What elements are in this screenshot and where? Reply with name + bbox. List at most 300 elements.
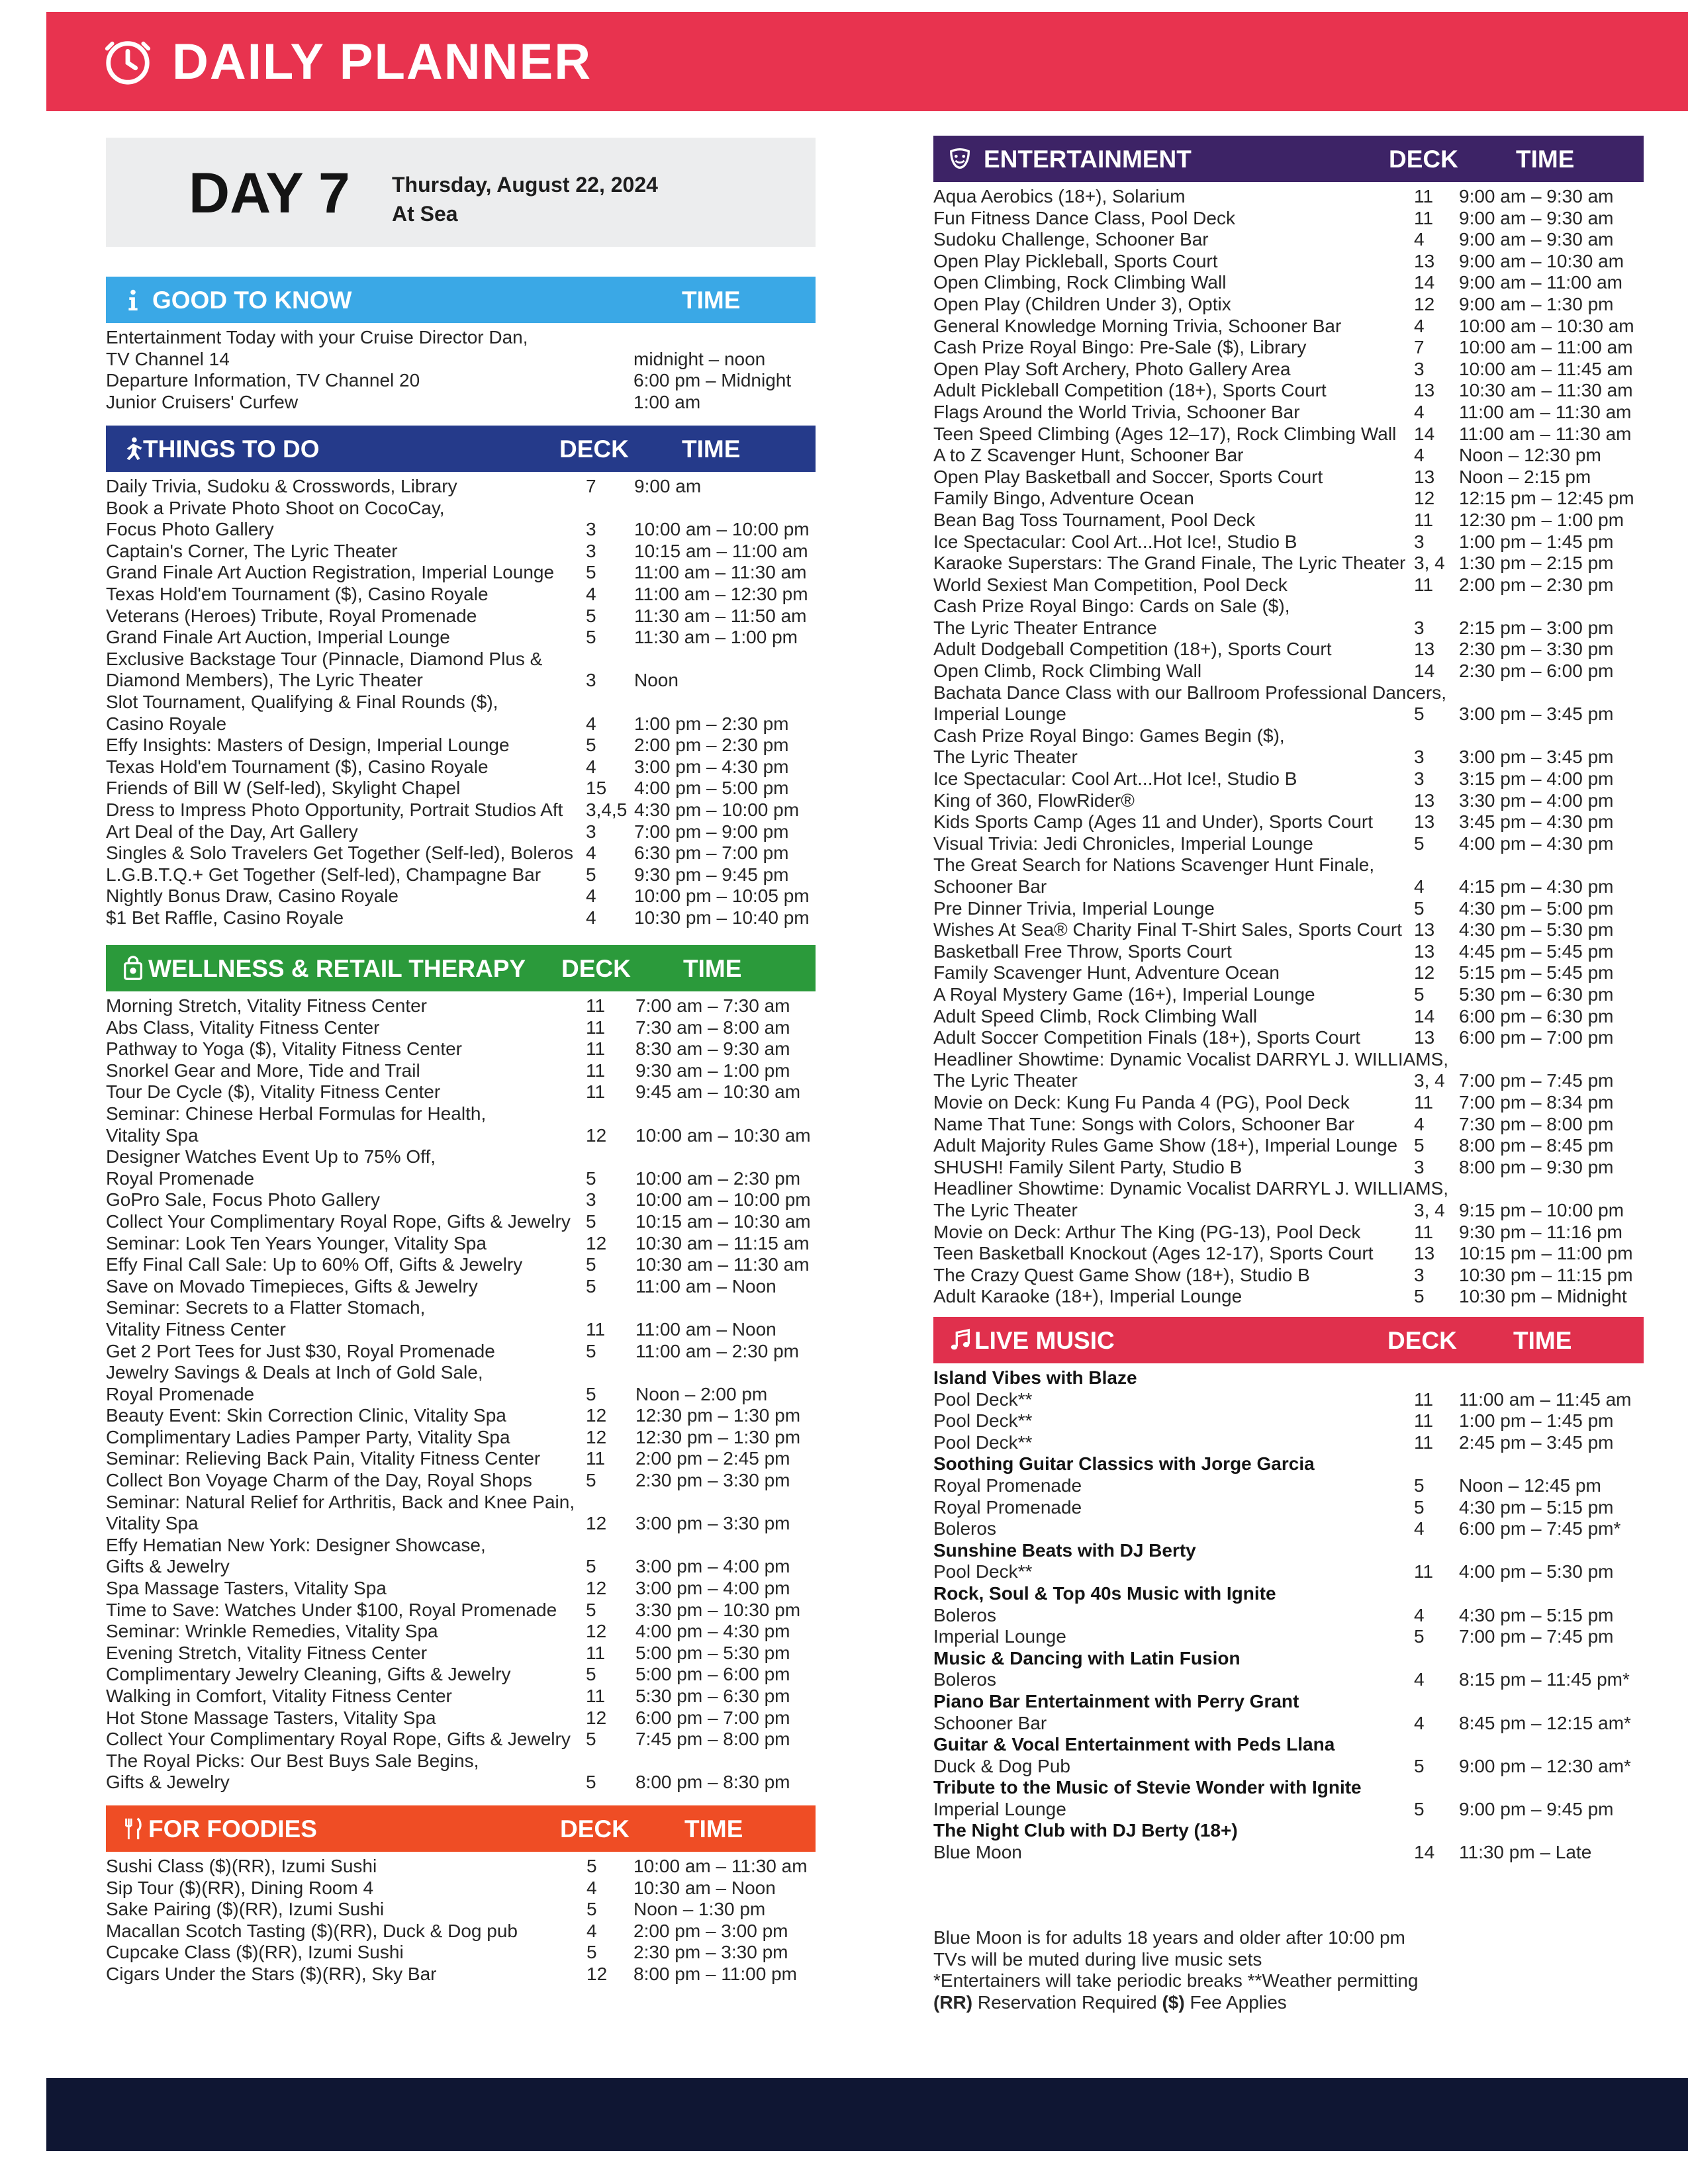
- event-time: 8:15 pm – 11:45 pm*: [1459, 1669, 1630, 1690]
- event-time: Noon – 12:45 pm: [1459, 1475, 1601, 1496]
- schedule-row: [106, 1362, 816, 1384]
- event-name: Seminar: Relieving Back Pain, Vitality Fitness Center: [106, 1448, 541, 1469]
- event-deck: 11: [586, 1318, 606, 1340]
- music-note-icon: [948, 1328, 973, 1353]
- event-deck: 5: [1414, 1798, 1425, 1819]
- event-name: Jewelry Savings & Deals at Inch of Gold Sale,: [106, 1362, 483, 1383]
- wellness-list: [106, 995, 816, 1794]
- event-deck: 11: [1414, 509, 1434, 530]
- schedule-row: [933, 1410, 1644, 1432]
- event-time: 1:00 pm – 1:45 pm: [1459, 531, 1614, 552]
- event-deck: 5: [586, 627, 596, 648]
- fork-knife-icon: [120, 1816, 146, 1841]
- event-time: 3:45 pm – 4:30 pm: [1459, 811, 1614, 833]
- event-name: Save on Movado Timepieces, Gifts & Jewelry: [106, 1275, 478, 1297]
- schedule-row: [106, 327, 816, 349]
- schedule-row: [106, 1189, 816, 1211]
- event-name: Casino Royale: [106, 713, 227, 734]
- schedule-row: [933, 553, 1644, 574]
- schedule-row: [106, 1707, 816, 1729]
- schedule-row: [933, 984, 1644, 1006]
- schedule-row: [933, 1669, 1644, 1691]
- foodies-section: [106, 1805, 816, 1985]
- event-deck: 3: [1414, 1156, 1425, 1177]
- event-name: Pre Dinner Trivia, Imperial Lounge: [933, 897, 1215, 919]
- schedule-row: [933, 1842, 1644, 1864]
- schedule-row: [933, 1626, 1644, 1648]
- event-time: 8:30 am – 9:30 am: [635, 1038, 790, 1060]
- event-deck: 4: [1414, 876, 1425, 897]
- schedule-row: [933, 1561, 1644, 1583]
- event-name: Art Deal of the Day, Art Gallery: [106, 821, 358, 842]
- schedule-row: [933, 1713, 1644, 1735]
- note-breaks: *Entertainers will take periodic breaks **Weather permitting: [933, 1970, 1419, 1991]
- time-column-header: TIME: [682, 435, 741, 463]
- event-name: The Lyric Theater Entrance: [933, 617, 1157, 638]
- event-name: Seminar: Wrinkle Remedies, Vitality Spa: [106, 1621, 438, 1642]
- event-deck: 5: [586, 1470, 596, 1491]
- event-name: Grand Finale Art Auction, Imperial Lounge: [106, 627, 450, 648]
- event-deck: 13: [1414, 811, 1435, 833]
- event-time: 10:15 am – 10:30 am: [635, 1210, 811, 1232]
- event-name: Exclusive Backstage Tour (Pinnacle, Diamond Plus &: [106, 648, 543, 669]
- event-deck: 3, 4: [1414, 1199, 1445, 1220]
- event-time: 9:30 am – 1:00 pm: [635, 1060, 790, 1081]
- event-time: 4:00 pm – 5:00 pm: [634, 778, 789, 799]
- event-deck: 14: [1414, 1005, 1435, 1026]
- event-deck: 3: [1414, 531, 1425, 552]
- schedule-row: [933, 467, 1644, 488]
- event-deck: 5: [1414, 1135, 1425, 1156]
- event-name: TV Channel 14: [106, 348, 230, 369]
- event-time: 9:00 pm – 12:30 am*: [1459, 1755, 1631, 1776]
- schedule-row: [106, 1060, 816, 1082]
- event-time: 3:30 pm – 10:30 pm: [635, 1599, 801, 1620]
- event-name: Music & Dancing with Latin Fusion: [933, 1647, 1241, 1668]
- event-time: Noon – 2:00 pm: [635, 1383, 768, 1404]
- event-time: 8:45 pm – 12:15 am*: [1459, 1712, 1631, 1733]
- header-banner: [46, 12, 1688, 111]
- event-deck: 12: [586, 1707, 607, 1728]
- event-name: Imperial Lounge: [933, 1626, 1066, 1647]
- event-name: Cigars Under the Stars ($)(RR), Sky Bar: [106, 1963, 437, 1984]
- event-deck: 12: [1414, 488, 1435, 509]
- event-time: 5:15 pm – 5:45 pm: [1459, 962, 1614, 983]
- section-title: LIVE MUSIC: [974, 1327, 1115, 1354]
- event-name: Soothing Guitar Classics with Jorge Garcia: [933, 1453, 1315, 1475]
- event-time: 9:15 pm – 10:00 pm: [1459, 1199, 1624, 1220]
- event-time: 9:30 pm – 11:16 pm: [1459, 1221, 1622, 1242]
- event-name: Sushi Class ($)(RR), Izumi Sushi: [106, 1856, 377, 1876]
- schedule-row: [933, 1006, 1644, 1028]
- event-name: Designer Watches Event Up to 75% Off,: [106, 1146, 436, 1167]
- event-deck: 11: [1414, 1561, 1434, 1582]
- schedule-row: [106, 519, 816, 541]
- schedule-row: [933, 1286, 1644, 1308]
- schedule-row: [106, 778, 816, 799]
- note-legend: (RR) Reservation Required ($) Fee Applies: [933, 1991, 1287, 2013]
- event-deck: 5: [586, 562, 596, 583]
- event-deck: 4: [586, 842, 596, 864]
- event-time: 3:00 pm – 3:30 pm: [635, 1513, 790, 1534]
- schedule-row: [106, 1921, 816, 1942]
- schedule-row: [933, 1070, 1644, 1092]
- event-time: 4:30 pm – 5:00 pm: [1459, 897, 1614, 919]
- deck-column-header: DECK: [1389, 146, 1458, 173]
- event-name: Adult Soccer Competition Finals (18+), Sports Court: [933, 1027, 1361, 1048]
- event-name: Ice Spectacular: Cool Art...Hot Ice!, Studio B: [933, 768, 1297, 790]
- event-name: Open Play Basketball and Soccer, Sports Court: [933, 466, 1323, 487]
- footnotes: [933, 1927, 1450, 2013]
- schedule-row: [933, 768, 1644, 790]
- schedule-row: [933, 272, 1644, 294]
- event-deck: 4: [1414, 1518, 1425, 1539]
- event-deck: 13: [1414, 1027, 1435, 1048]
- event-time: 3:00 pm – 3:45 pm: [1459, 747, 1614, 768]
- event-deck: 11: [586, 1448, 606, 1469]
- event-deck: 12: [586, 1232, 607, 1253]
- event-time: 10:30 am – 11:15 am: [635, 1232, 810, 1253]
- schedule-row: [106, 1556, 816, 1578]
- event-deck: 14: [1414, 660, 1435, 682]
- schedule-row: [106, 349, 816, 371]
- event-name: Diamond Members), The Lyric Theater: [106, 670, 423, 691]
- event-time: 4:00 pm – 5:30 pm: [1459, 1561, 1614, 1582]
- event-time: 9:00 am – 1:30 pm: [1459, 293, 1614, 314]
- event-name: Time to Save: Watches Under $100, Royal Promenade: [106, 1599, 557, 1620]
- section-title: FOR FOODIES: [148, 1815, 317, 1843]
- day-date: Thursday, August 22, 2024: [392, 173, 658, 197]
- event-name: General Knowledge Morning Trivia, Schooner Bar: [933, 315, 1342, 336]
- event-time: 11:00 am – Noon: [635, 1318, 776, 1340]
- event-time: 10:30 am – 11:30 am: [1459, 380, 1633, 401]
- schedule-row: [106, 1017, 816, 1039]
- performer-heading: [933, 1540, 1644, 1562]
- event-deck: 11: [586, 995, 606, 1016]
- event-name: Boleros: [933, 1604, 996, 1625]
- foodies-header: [106, 1805, 816, 1852]
- schedule-row: [106, 1729, 816, 1751]
- person-icon: [120, 436, 146, 461]
- event-name: Complimentary Jewelry Cleaning, Gifts & Jewelry: [106, 1664, 511, 1685]
- event-deck: 5: [586, 1340, 596, 1361]
- schedule-row: [933, 488, 1644, 510]
- schedule-row: [106, 1405, 816, 1427]
- event-time: 8:00 pm – 11:00 pm: [633, 1963, 797, 1984]
- event-name: The Great Search for Nations Scavenger Hunt Finale,: [933, 854, 1375, 876]
- time-column-header: TIME: [684, 1815, 743, 1843]
- event-deck: 12: [586, 1426, 607, 1447]
- event-time: 5:30 pm – 6:30 pm: [1459, 983, 1614, 1005]
- schedule-row: [106, 1427, 816, 1449]
- event-deck: 4: [586, 756, 596, 777]
- schedule-row: [106, 476, 816, 498]
- live-music-list: [933, 1367, 1644, 1864]
- event-time: 5:00 pm – 5:30 pm: [635, 1642, 790, 1663]
- schedule-row: [933, 574, 1644, 596]
- event-name: Wishes At Sea® Charity Final T-Shirt Sales, Sports Court: [933, 919, 1402, 940]
- schedule-row: [106, 670, 816, 692]
- schedule-row: [933, 1389, 1644, 1411]
- event-deck: 13: [1414, 639, 1435, 660]
- event-time: 10:00 am – 11:00 am: [1459, 337, 1633, 358]
- event-deck: 4: [1414, 1712, 1425, 1733]
- page-title: DAILY PLANNER: [172, 34, 592, 90]
- event-name: Sunshine Beats with DJ Berty: [933, 1539, 1196, 1561]
- schedule-row: [106, 1448, 816, 1470]
- event-name: Family Bingo, Adventure Ocean: [933, 488, 1194, 509]
- event-deck: 5: [586, 1275, 596, 1297]
- schedule-row: [933, 294, 1644, 316]
- schedule-row: [106, 713, 816, 735]
- schedule-row: [106, 1899, 816, 1921]
- event-deck: 5: [586, 735, 596, 756]
- event-time: 9:00 am – 9:30 am: [1459, 229, 1614, 250]
- schedule-row: [106, 1664, 816, 1686]
- event-name: Kids Sports Camp (Ages 11 and Under), Sports Court: [933, 811, 1374, 833]
- event-time: 11:00 am – 11:30 am: [1459, 401, 1632, 422]
- schedule-row: [106, 392, 816, 414]
- event-name: Seminar: Secrets to a Flatter Stomach,: [106, 1297, 426, 1318]
- event-deck: 4: [1414, 1604, 1425, 1625]
- event-time: 10:00 am – 11:30 am: [633, 1856, 808, 1876]
- event-deck: 5: [586, 1383, 596, 1404]
- event-name: Gifts & Jewelry: [106, 1556, 230, 1577]
- footer-bar: [46, 2078, 1688, 2151]
- event-name: The Crazy Quest Game Show (18+), Studio B: [933, 1264, 1310, 1285]
- event-time: 7:45 pm – 8:00 pm: [635, 1729, 790, 1750]
- event-name: Adult Pickleball Competition (18+), Sports Court: [933, 380, 1327, 401]
- event-name: Sip Tour ($)(RR), Dining Room 4: [106, 1877, 374, 1898]
- schedule-row: [933, 941, 1644, 963]
- event-time: 12:30 pm – 1:30 pm: [635, 1426, 801, 1447]
- schedule-row: [106, 799, 816, 821]
- event-deck: 5: [586, 1856, 597, 1876]
- event-name: Pool Deck**: [933, 1410, 1033, 1432]
- schedule-row: [933, 660, 1644, 682]
- deck-column-header: DECK: [1387, 1327, 1457, 1354]
- event-time: 7:00 pm – 8:34 pm: [1459, 1091, 1614, 1113]
- event-deck: 5: [586, 864, 596, 885]
- event-deck: 3: [586, 670, 596, 691]
- schedule-row: [106, 498, 816, 520]
- schedule-row: [106, 1942, 816, 1964]
- event-time: 9:00 am – 9:30 am: [1459, 186, 1614, 206]
- schedule-row: [933, 1518, 1644, 1540]
- schedule-row: [933, 1756, 1644, 1778]
- event-time: 9:30 pm – 9:45 pm: [634, 864, 789, 885]
- schedule-row: [933, 833, 1644, 855]
- event-name: Royal Promenade: [106, 1167, 255, 1189]
- event-time: 4:30 pm – 10:00 pm: [634, 799, 800, 820]
- event-name: Beauty Event: Skin Correction Clinic, Vitality Spa: [106, 1405, 506, 1426]
- event-name: The Lyric Theater: [933, 747, 1078, 768]
- event-time: 11:00 am – 11:45 am: [1459, 1388, 1632, 1410]
- event-time: 10:30 am – Noon: [633, 1877, 776, 1898]
- schedule-row: [933, 1497, 1644, 1519]
- event-name: Piano Bar Entertainment with Perry Grant: [933, 1690, 1299, 1711]
- event-deck: 11: [586, 1081, 606, 1103]
- schedule-row: [106, 1513, 816, 1535]
- schedule-row: [933, 1200, 1644, 1222]
- event-deck: 11: [1414, 1221, 1434, 1242]
- event-time: 7:30 pm – 8:00 pm: [1459, 1113, 1614, 1134]
- event-deck: 4: [1414, 315, 1425, 336]
- schedule-row: [106, 907, 816, 929]
- clock-icon: [102, 36, 154, 87]
- event-time: 9:45 am – 10:30 am: [635, 1081, 801, 1103]
- event-name: The Night Club with DJ Berty (18+): [933, 1820, 1238, 1841]
- schedule-row: [933, 1049, 1644, 1071]
- event-time: Noon – 2:15 pm: [1459, 466, 1591, 487]
- event-name: Snorkel Gear and More, Tide and Trail: [106, 1060, 420, 1081]
- schedule-row: [933, 531, 1644, 553]
- event-name: Adult Karaoke (18+), Imperial Lounge: [933, 1286, 1243, 1307]
- event-time: 11:00 am – 11:30 am: [634, 562, 807, 583]
- schedule-row: [933, 337, 1644, 359]
- schedule-row: [933, 1092, 1644, 1114]
- event-time: 10:00 am – 10:00 pm: [634, 519, 810, 540]
- event-name: Vitality Spa: [106, 1124, 199, 1146]
- event-name: The Lyric Theater: [933, 1199, 1078, 1220]
- event-name: Basketball Free Throw, Sports Court: [933, 940, 1232, 962]
- schedule-row: [933, 424, 1644, 445]
- event-deck: 5: [1414, 897, 1425, 919]
- event-name: Island Vibes with Blaze: [933, 1367, 1137, 1388]
- event-time: 4:00 pm – 4:30 pm: [1459, 833, 1614, 854]
- event-name: Royal Promenade: [106, 1383, 255, 1404]
- event-name: Tour De Cycle ($), Vitality Fitness Center: [106, 1081, 441, 1103]
- schedule-row: [933, 854, 1644, 876]
- event-time: 3:15 pm – 4:00 pm: [1459, 768, 1614, 790]
- event-name: Book a Private Photo Shoot on CocoCay,: [106, 497, 445, 518]
- schedule-row: [933, 704, 1644, 725]
- event-name: Macallan Scotch Tasting ($)(RR), Duck & Dog pub: [106, 1920, 518, 1941]
- schedule-row: [933, 919, 1644, 941]
- event-name: Pool Deck**: [933, 1388, 1033, 1410]
- event-time: 1:00 pm – 1:45 pm: [1459, 1410, 1614, 1432]
- event-name: Open Climbing, Rock Climbing Wall: [933, 272, 1227, 293]
- schedule-row: [933, 596, 1644, 617]
- schedule-row: [106, 1621, 816, 1643]
- event-deck: 11: [586, 1642, 606, 1663]
- event-time: 5:00 pm – 6:00 pm: [635, 1664, 790, 1685]
- performer-heading: [933, 1583, 1644, 1605]
- event-deck: 12: [586, 1405, 607, 1426]
- theater-masks-icon: [948, 146, 973, 171]
- event-name: Evening Stretch, Vitality Fitness Center: [106, 1642, 428, 1663]
- event-name: Rock, Soul & Top 40s Music with Ignite: [933, 1582, 1276, 1604]
- event-deck: 13: [1414, 919, 1435, 940]
- section-title: THINGS TO DO: [143, 435, 320, 463]
- event-deck: 11: [1414, 1388, 1434, 1410]
- section-title: ENTERTAINMENT: [984, 146, 1192, 173]
- event-name: Adult Majority Rules Game Show (18+), Imperial Lounge: [933, 1135, 1398, 1156]
- deck-column-header: DECK: [559, 435, 629, 463]
- event-time: 12:15 pm – 12:45 pm: [1459, 488, 1634, 509]
- event-deck: 3: [1414, 1264, 1425, 1285]
- schedule-row: [106, 1578, 816, 1600]
- event-name: Name That Tune: Songs with Colors, Schooner Bar: [933, 1113, 1355, 1134]
- schedule-row: [933, 617, 1644, 639]
- event-deck: 5: [1414, 1755, 1425, 1776]
- schedule-row: [933, 725, 1644, 747]
- schedule-row: [933, 811, 1644, 833]
- event-time: 7:00 pm – 9:00 pm: [634, 821, 789, 842]
- schedule-row: [106, 735, 816, 756]
- event-deck: 3: [1414, 747, 1425, 768]
- event-name: Movie on Deck: Kung Fu Panda 4 (PG), Pool Deck: [933, 1091, 1350, 1113]
- performer-heading: [933, 1691, 1644, 1713]
- event-time: 11:30 am – 1:00 pm: [634, 627, 798, 648]
- event-name: Vitality Fitness Center: [106, 1318, 286, 1340]
- schedule-row: [933, 1178, 1644, 1200]
- event-time: 10:15 pm – 11:00 pm: [1459, 1243, 1633, 1264]
- event-name: SHUSH! Family Silent Party, Studio B: [933, 1156, 1243, 1177]
- event-deck: 14: [1414, 1842, 1435, 1863]
- schedule-row: [933, 186, 1644, 208]
- event-name: Texas Hold'em Tournament ($), Casino Royale: [106, 583, 489, 604]
- schedule-row: [106, 756, 816, 778]
- event-time: 2:00 pm – 2:30 pm: [634, 735, 789, 756]
- entertainment-header: [933, 136, 1644, 182]
- event-name: The Lyric Theater: [933, 1070, 1078, 1091]
- event-time: 9:00 am – 11:00 am: [1459, 272, 1622, 293]
- event-name: Effy Insights: Masters of Design, Imperial Lounge: [106, 735, 510, 756]
- schedule-row: [106, 1146, 816, 1168]
- event-deck: 4: [1414, 401, 1425, 422]
- event-name: Captain's Corner, The Lyric Theater: [106, 540, 398, 561]
- event-deck: 5: [586, 1556, 596, 1577]
- day-label: DAY 7: [189, 161, 350, 225]
- event-name: Nightly Bonus Draw, Casino Royale: [106, 886, 399, 907]
- event-time: 4:15 pm – 4:30 pm: [1459, 876, 1614, 897]
- event-time: 9:00 am – 10:30 am: [1459, 250, 1624, 271]
- event-time: 11:00 am – 11:30 am: [1459, 423, 1632, 444]
- event-time: 12:30 pm – 1:00 pm: [1459, 509, 1624, 530]
- schedule-row: [106, 1341, 816, 1363]
- schedule-row: [106, 584, 816, 606]
- event-time: 9:00 am – 9:30 am: [1459, 207, 1614, 228]
- event-time: 2:00 pm – 3:00 pm: [633, 1920, 788, 1941]
- performer-heading: [933, 1777, 1644, 1799]
- event-time: 10:00 am – 11:45 am: [1459, 358, 1633, 379]
- event-name: Departure Information, TV Channel 20: [106, 370, 420, 391]
- event-deck: 5: [1414, 1475, 1425, 1496]
- event-name: Movie on Deck: Arthur The King (PG-13), Pool Deck: [933, 1221, 1361, 1242]
- event-time: Noon: [634, 670, 679, 691]
- event-name: Pathway to Yoga ($), Vitality Fitness Center: [106, 1038, 462, 1060]
- event-name: Teen Basketball Knockout (Ages 12-17), Sports Court: [933, 1243, 1374, 1264]
- event-deck: 14: [1414, 272, 1435, 293]
- event-deck: 5: [586, 605, 596, 626]
- event-deck: 3: [1414, 768, 1425, 790]
- schedule-row: [106, 562, 816, 584]
- event-time: 1:00 pm – 2:30 pm: [634, 713, 789, 734]
- event-deck: 4: [586, 583, 596, 604]
- event-name: Singles & Solo Travelers Get Together (Self-led), Boleros: [106, 842, 574, 864]
- schedule-row: [106, 1643, 816, 1664]
- event-name: Entertainment Today with your Cruise Director Dan,: [106, 327, 528, 347]
- shopping-bag-icon: [120, 956, 146, 981]
- event-time: 6:00 pm – Midnight: [633, 370, 792, 391]
- event-deck: 7: [1414, 337, 1425, 358]
- schedule-row: [106, 1384, 816, 1406]
- event-deck: 5: [586, 1942, 597, 1963]
- event-time: 4:30 pm – 5:15 pm: [1459, 1604, 1614, 1625]
- event-name: Adult Speed Climb, Rock Climbing Wall: [933, 1005, 1258, 1026]
- schedule-row: [933, 359, 1644, 381]
